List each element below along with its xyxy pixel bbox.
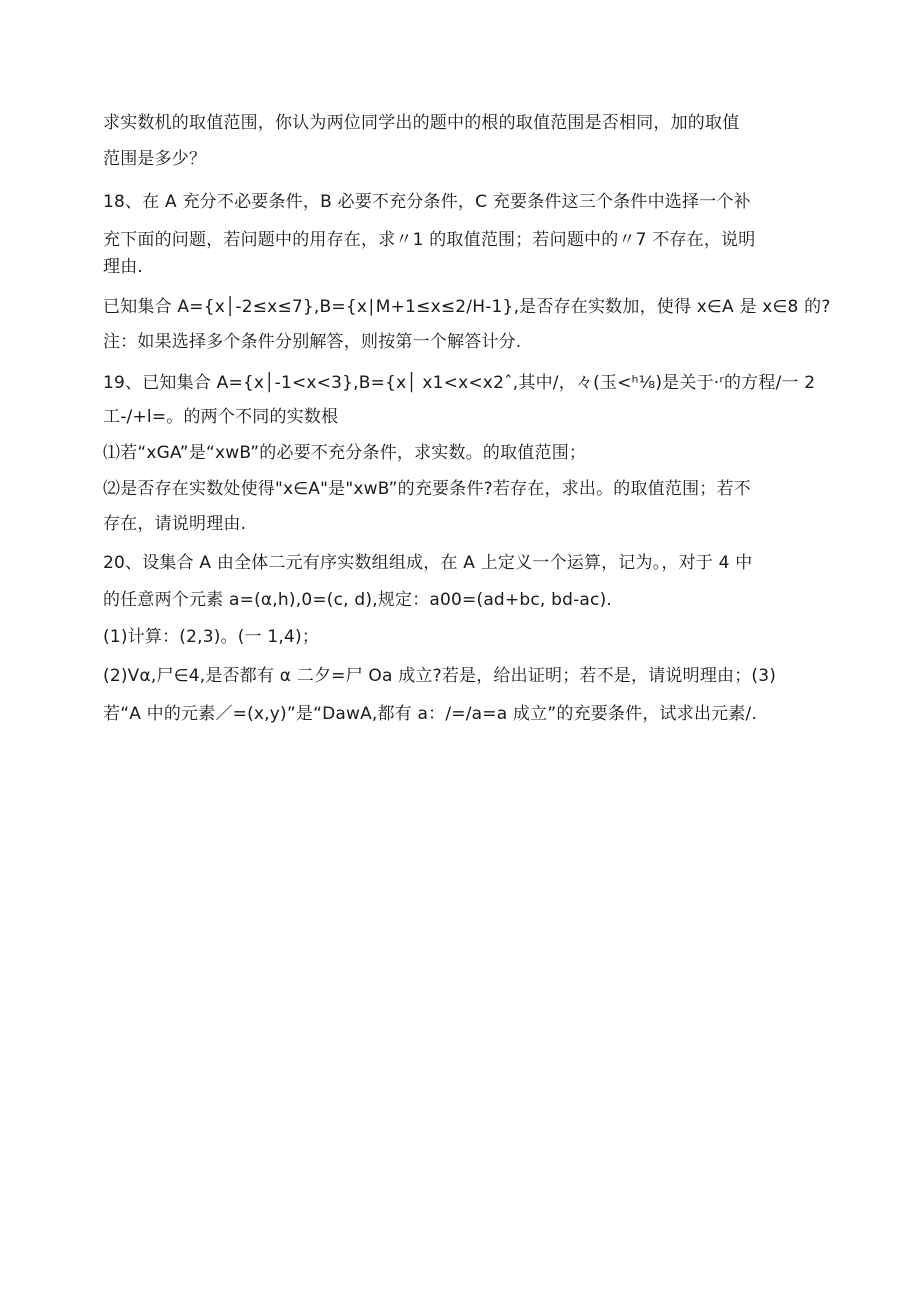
text-line: 已知集合 A={x│-2≤x≤7},B={x∣M+1≤x≤2∕Η-1},是否存在实数加，使得 x∈A 是 x∈8 的?: [103, 297, 831, 317]
text-line: 20、设集合 A 由全体二元有序实数组组成，在 A 上定义一个运算，记为。，对于 4 中: [103, 553, 753, 573]
text-line: 工-/+l=。的两个不同的实数根: [103, 407, 339, 427]
text-line: 注：如果选择多个条件分别解答，则按第一个解答计分.: [103, 332, 522, 352]
text-line: 的任意两个元素 a=(α,h),0=(c, d),规定：a00=(ad+bc, bd-ac).: [103, 590, 613, 610]
text-line: 19、已知集合 A={x│-1<x<3},B={x│ x1<x<x2ˆ,其中/，々(玉<ʰ⅛)是关于·ʳ的方程/一 2: [103, 373, 816, 393]
text-line: (2)Vα,尸∈4,是否都有 α 二夕=尸 Oa 成立?若是，给出证明；若不是，请说明理由；(3): [103, 666, 777, 686]
text-line: 若“A 中的元素／=(x,y)”是“DawA,都有 a：/=/a=a 成立”的充要条件，试求出元素/.: [103, 704, 758, 724]
text-line: 18、在 A 充分不必要条件，B 必要不充分条件，C 充要条件这三个条件中选择一个补: [103, 192, 751, 212]
text-line: 存在，请说明理由.: [103, 514, 247, 534]
text-line: ⑴若“xGA”是“xwB”的必要不充分条件，求实数。的取值范围；: [103, 443, 587, 463]
text-line: (1)计算：(2,3)。(一 1,4)；: [103, 627, 320, 647]
text-line: ⑵是否存在实数处使得"x∈A"是"xwB”的充要条件?若存在，求出。的取值范围；若不: [103, 479, 751, 499]
text-line: 范围是多少？: [103, 149, 207, 169]
text-line: 理由.: [103, 257, 144, 277]
text-line: 充下面的问题，若问题中的用存在，求〃1 的取值范围；若问题中的〃7 不存在，说明: [103, 230, 756, 250]
text-line: 求实数机的取值范围，你认为两位同学出的题中的根的取值范围是否相同，加的取值: [103, 113, 740, 133]
